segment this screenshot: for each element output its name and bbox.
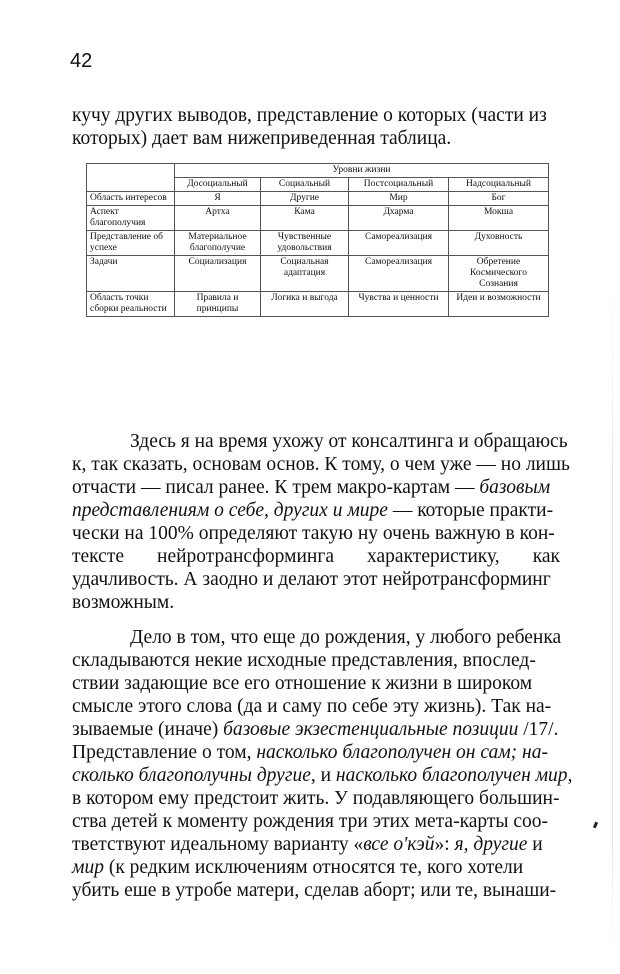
table-cell: Другие bbox=[261, 192, 349, 206]
page-number: 42 bbox=[70, 50, 93, 72]
text-run: , bbox=[567, 765, 573, 786]
table-row-header: Область точки сборки реальности bbox=[87, 292, 175, 317]
body-paragraph-1 bbox=[72, 430, 570, 614]
table-row bbox=[87, 292, 549, 317]
italic-run: насколько благополучен мир bbox=[335, 765, 568, 786]
table-row bbox=[87, 192, 549, 206]
italic-run: я, другие bbox=[454, 834, 528, 855]
table-row-header: Представление об успехе bbox=[87, 231, 175, 256]
table-row-header: Область интересов bbox=[87, 192, 175, 206]
text-run: тветствуют идеальному варианту « bbox=[72, 834, 364, 855]
text-line: чески на 100% определяют такую ну очень важную в кон- bbox=[72, 523, 555, 544]
italic-run: насколько благополучен он сам; на- bbox=[256, 742, 548, 763]
word: характеристику, bbox=[367, 546, 500, 567]
text-line: Дело в том, что еще до рождения, у любого ребенка bbox=[130, 627, 562, 648]
text-line bbox=[72, 764, 573, 787]
table-cell: Артха bbox=[175, 206, 261, 231]
text-run: »: bbox=[434, 834, 455, 855]
table-cell: Дхарма bbox=[349, 206, 449, 231]
text-line: удачливость. А заодно и делают этот нейротрансформинг bbox=[72, 569, 551, 590]
text-line bbox=[72, 499, 560, 522]
page-edge-shadow bbox=[612, 260, 613, 960]
table-cell: Самореализация bbox=[349, 256, 449, 292]
text-line: складываются некие исходные представления, впослед- bbox=[72, 650, 536, 671]
intro-paragraph bbox=[72, 104, 560, 150]
text-line bbox=[72, 856, 560, 879]
table-row bbox=[87, 206, 549, 231]
italic-run: базовые экзестенциальные позиции bbox=[223, 719, 519, 740]
table-cell: Духовность bbox=[449, 231, 549, 256]
table-cell: Чувственные удовольствия bbox=[261, 231, 349, 256]
text-run: отчасти — писал ранее. К трем макро-картам — bbox=[72, 477, 480, 498]
text-line: ствии задающие все его отношение к жизни в широком bbox=[72, 673, 533, 694]
text-line bbox=[72, 545, 560, 568]
table-cell: Правила и принципы bbox=[175, 292, 261, 317]
scan-speck bbox=[593, 822, 598, 829]
table-group-header: Уровни жизни bbox=[175, 164, 549, 178]
table-cell: Идеи и возможности bbox=[449, 292, 549, 317]
table-cell: Обретение Космического Сознания bbox=[449, 256, 549, 292]
table-cell: Я bbox=[175, 192, 261, 206]
table-column-header: Постсоциальный bbox=[349, 178, 449, 192]
italic-run: представлениям о себе, других и мире bbox=[72, 500, 388, 521]
text-line: кучу других выводов, представление о которых (части из bbox=[72, 105, 547, 126]
text-run: Представление о том, bbox=[72, 742, 257, 763]
table-row-header: Аспект благополучия bbox=[87, 206, 175, 231]
text-line: смысле этого слова (да и саму по себе эту жизнь). Так на- bbox=[72, 696, 552, 717]
table-cell: Материальное благополучие bbox=[175, 231, 261, 256]
table-cell: Самореализация bbox=[349, 231, 449, 256]
table-cell: Социализация bbox=[175, 256, 261, 292]
text-line bbox=[72, 833, 560, 856]
text-line: убить еше в утробе матери, сделав аборт; или те, вынаши- bbox=[72, 880, 557, 901]
italic-run: базовым bbox=[479, 477, 551, 498]
italic-run: мир bbox=[72, 857, 104, 878]
word: как bbox=[532, 546, 560, 567]
table-row bbox=[87, 256, 549, 292]
table-row-header: Задачи bbox=[87, 256, 175, 292]
text-line: Здесь я на время ухожу от консалтинга и обращаюсь bbox=[130, 431, 568, 452]
table-cell: Социальная адаптация bbox=[261, 256, 349, 292]
text-run: и bbox=[527, 834, 543, 855]
table-cell: Мокша bbox=[449, 206, 549, 231]
text-line: возможным. bbox=[72, 592, 175, 613]
text-line bbox=[72, 476, 560, 499]
italic-run: сколько благополучны другие bbox=[72, 765, 311, 786]
italic-run: все о'кэй bbox=[363, 834, 435, 855]
text-line bbox=[72, 718, 560, 741]
text-run: (к редким исключениям относятся те, кого хотели bbox=[103, 857, 524, 878]
table-column-header: Социальный bbox=[261, 178, 349, 192]
text-line: к, так сказать, основам основ. К тому, о чем уже — но лишь bbox=[72, 454, 570, 475]
word: тексте bbox=[72, 546, 124, 567]
table-column-header: Надсоциальный bbox=[449, 178, 549, 192]
table-cell: Кама bbox=[261, 206, 349, 231]
life-levels-table bbox=[86, 163, 548, 317]
text-line: в котором ему предстоит жить. У подавляющего большин- bbox=[72, 788, 560, 809]
text-run: — которые практи- bbox=[387, 500, 554, 521]
text-line: которых) дает вам нижеприведенная таблица. bbox=[72, 128, 452, 149]
text-line: ства детей к моменту рождения три этих мета-карты соо- bbox=[72, 811, 549, 832]
text-run: /17/. bbox=[518, 719, 559, 740]
text-run: зываемые (иначе) bbox=[72, 719, 224, 740]
table-cell: Чувства и ценности bbox=[349, 292, 449, 317]
table-cell: Мир bbox=[349, 192, 449, 206]
text-run: , и bbox=[310, 765, 336, 786]
text-line bbox=[72, 741, 560, 764]
table-column-header: Досоциальный bbox=[175, 178, 261, 192]
table-row bbox=[87, 231, 549, 256]
word: нейротрансформинга bbox=[157, 546, 334, 567]
body-paragraph-2 bbox=[72, 626, 573, 902]
table-cell: Логика и выгода bbox=[261, 292, 349, 317]
table-cell: Бог bbox=[449, 192, 549, 206]
table-corner-cell bbox=[87, 164, 175, 192]
